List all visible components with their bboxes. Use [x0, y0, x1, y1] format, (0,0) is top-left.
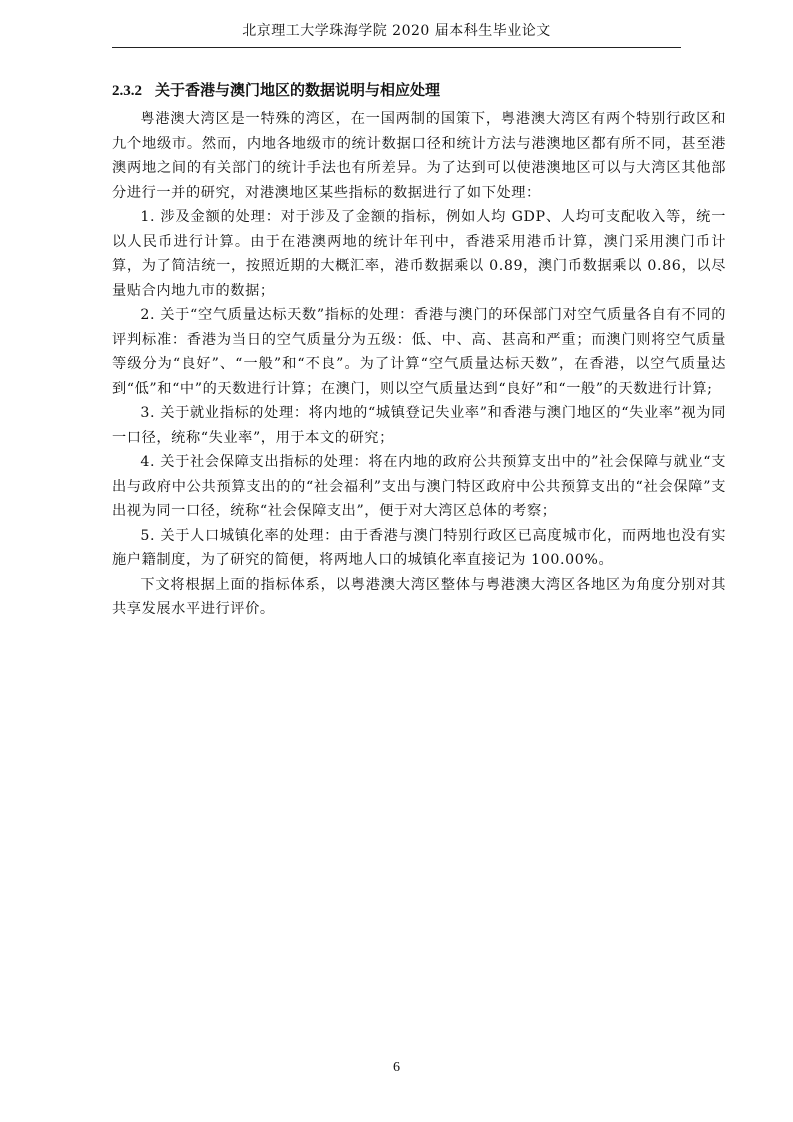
- header-rule: [112, 47, 681, 48]
- paragraph-item-5: 5. 关于人口城镇化率的处理：由于香港与澳门特别行政区已高度城市化，而两地也没有实施户籍制度，为了研究的简便，将两地人口的城镇化率直接记为 100.00%。: [112, 527, 726, 568]
- section-number: 2.3.2: [112, 83, 142, 99]
- paragraph-item-4: 4. 关于社会保障支出指标的处理：将在内地的政府公共预算支出中的”社会保障与就业“支出与政府中公共预算支出的的“社会福利”支出与澳门特区政府中公共预算支出的“社会保障”支出视为同一口径，统称“社会保障支出”，便于对大湾区总体的考察；: [112, 454, 726, 519]
- section-heading: [112, 80, 692, 101]
- paragraph-item-2: 2. 关于“空气质量达标天数”指标的处理：香港与澳门的环保部门对空气质量各自有不同的评判标准：香港为当日的空气质量分为五级：低、中、高、甚高和严重；而澳门则将空气质量等级分为“良好”、“一般”和“不良”。为了计算“空气质量达标天数”，在香港，以空气质量达到“低”和“中”的天数进行计算；在澳门，则以空气质量达到“良好”和“一般”的天数进行计算;: [112, 307, 726, 397]
- paragraph-item-3: 3. 关于就业指标的处理：将内地的“城镇登记失业率”和香港与澳门地区的“失业率”视为同一口径，统称“失业率”，用于本文的研究；: [112, 405, 726, 446]
- paragraph-conclusion: 下文将根据上面的指标体系，以粤港澳大湾区整体与粤港澳大湾区各地区为角度分别对其共享发展水平进行评价。: [112, 576, 726, 617]
- section-title: 关于香港与澳门地区的数据说明与相应处理: [155, 81, 441, 99]
- paragraph-intro: 粤港澳大湾区是一特殊的湾区，在一国两制的国策下，粤港澳大湾区有两个特别行政区和九个地级市。然而，内地各地级市的统计数据口径和统计方法与港澳地区都有所不同，甚至港澳两地之间的有关部门的统计手法也有所差异。为了达到可以使港澳地区可以与大湾区其他部分进行一并的研究，对港澳地区某些指标的数据进行了如下处理：: [112, 111, 726, 201]
- page-header: 北京理工大学珠海学院 2020 届本科生毕业论文: [242, 23, 551, 39]
- paragraph-item-1: 1. 涉及金额的处理：对于涉及了金额的指标，例如人均 GDP、人均可支配收入等，统一以人民币进行计算。由于在港澳两地的统计年刊中，香港采用港币计算，澳门采用澳门币计算，为了简洁统一，按照近期的大概汇率，港币数据乘以 0.89，澳门币数据乘以 0.86，以尽量贴合内地九市的数据；: [112, 209, 726, 299]
- body-text: [112, 107, 726, 622]
- page-number: 6: [393, 1060, 400, 1075]
